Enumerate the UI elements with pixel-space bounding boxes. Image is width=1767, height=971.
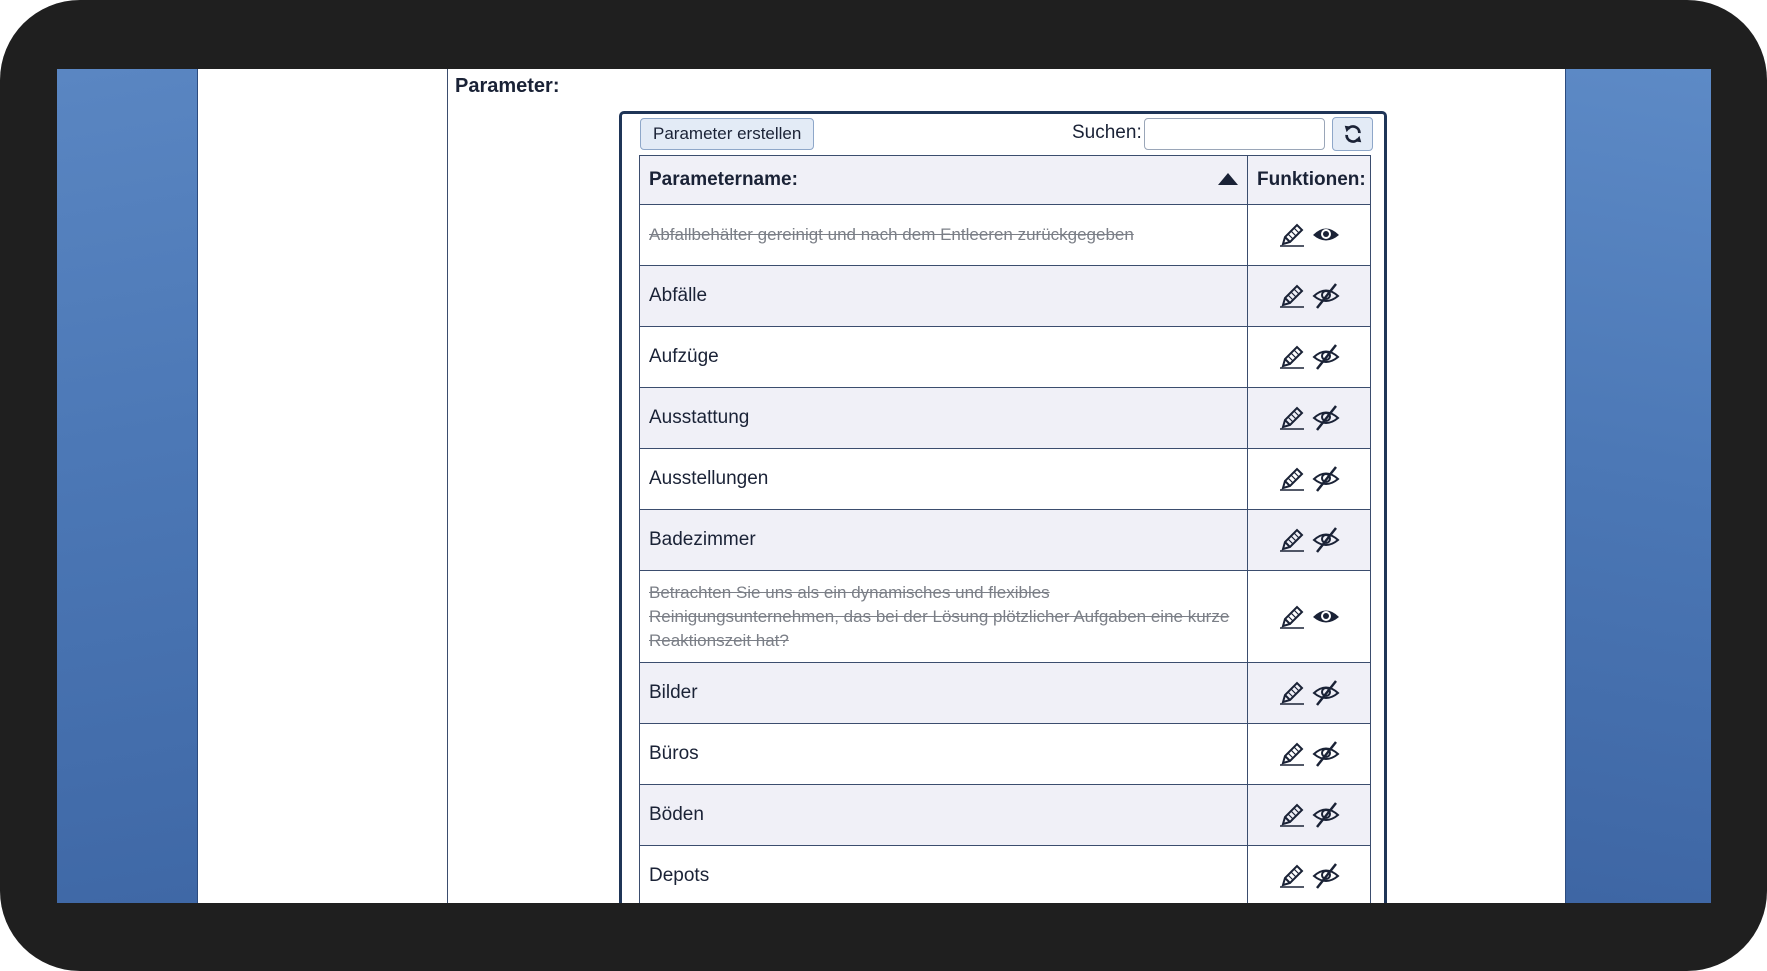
parameter-name-cell: Abfälle	[640, 266, 1248, 327]
left-background-panel	[57, 69, 198, 903]
table-row[interactable]	[640, 571, 1371, 663]
table-row[interactable]	[640, 388, 1371, 449]
parameter-name-cell: Ausstellungen	[640, 449, 1248, 510]
functions-cell	[1248, 724, 1371, 785]
edit-pencil-icon[interactable]	[1277, 678, 1307, 708]
parameter-name-cell: Bilder	[640, 663, 1248, 724]
edit-pencil-icon[interactable]	[1277, 739, 1307, 769]
page-title: Parameter:	[455, 75, 560, 97]
eye-slash-icon[interactable]	[1311, 739, 1341, 769]
edit-pencil-icon[interactable]	[1277, 602, 1307, 632]
table-row[interactable]	[640, 449, 1371, 510]
search-label: Suchen:	[1072, 122, 1142, 143]
screen	[57, 69, 1711, 903]
grid-toolbar	[622, 114, 1384, 152]
table-row[interactable]	[640, 724, 1371, 785]
functions-cell	[1248, 785, 1371, 846]
functions-cell	[1248, 571, 1371, 663]
parameter-name-cell: Depots	[640, 846, 1248, 904]
parameter-name-cell: Betrachten Sie uns als ein dynamisches und flexibles Reinigungsunternehmen, das bei der Lösung plötzlicher Aufgaben eine kurze Reaktionszeit hat?	[640, 571, 1248, 663]
create-parameter-button[interactable]: Parameter erstellen	[640, 118, 814, 150]
functions-cell	[1248, 449, 1371, 510]
edit-pencil-icon[interactable]	[1277, 281, 1307, 311]
parameter-name-cell: Abfallbehälter gereinigt und nach dem Entleeren zurückgegeben	[640, 205, 1248, 266]
refresh-button[interactable]	[1332, 117, 1373, 151]
functions-cell	[1248, 388, 1371, 449]
search-input[interactable]	[1144, 118, 1325, 150]
eye-icon[interactable]	[1311, 220, 1341, 250]
parameter-name-cell: Badezimmer	[640, 510, 1248, 571]
functions-cell	[1248, 205, 1371, 266]
functions-cell	[1248, 846, 1371, 904]
parameter-name-cell: Aufzüge	[640, 327, 1248, 388]
parameter-name-cell: Ausstattung	[640, 388, 1248, 449]
edit-pencil-icon[interactable]	[1277, 464, 1307, 494]
refresh-icon	[1342, 123, 1364, 145]
eye-slash-icon[interactable]	[1311, 678, 1341, 708]
parameter-table	[639, 155, 1371, 903]
header-functions: Funktionen:	[1248, 156, 1371, 205]
table-row[interactable]	[640, 785, 1371, 846]
eye-slash-icon[interactable]	[1311, 800, 1341, 830]
edit-pencil-icon[interactable]	[1277, 220, 1307, 250]
eye-slash-icon[interactable]	[1311, 464, 1341, 494]
edit-pencil-icon[interactable]	[1277, 342, 1307, 372]
parameter-name-cell: Büros	[640, 724, 1248, 785]
functions-cell	[1248, 327, 1371, 388]
table-row[interactable]	[640, 205, 1371, 266]
edit-pencil-icon[interactable]	[1277, 403, 1307, 433]
table-row[interactable]	[640, 663, 1371, 724]
eye-slash-icon[interactable]	[1311, 403, 1341, 433]
edit-pencil-icon[interactable]	[1277, 861, 1307, 891]
table-row[interactable]	[640, 846, 1371, 904]
functions-cell	[1248, 266, 1371, 327]
functions-cell	[1248, 663, 1371, 724]
eye-slash-icon[interactable]	[1311, 861, 1341, 891]
eye-slash-icon[interactable]	[1311, 342, 1341, 372]
table-row[interactable]	[640, 510, 1371, 571]
eye-icon[interactable]	[1311, 602, 1341, 632]
parameter-name-cell: Böden	[640, 785, 1248, 846]
eye-slash-icon[interactable]	[1311, 281, 1341, 311]
header-name-label: Parametername:	[649, 169, 798, 190]
edit-pencil-icon[interactable]	[1277, 525, 1307, 555]
eye-slash-icon[interactable]	[1311, 525, 1341, 555]
table-row[interactable]	[640, 266, 1371, 327]
table-row[interactable]	[640, 327, 1371, 388]
right-background-panel	[1565, 69, 1711, 903]
edit-pencil-icon[interactable]	[1277, 800, 1307, 830]
header-parametername[interactable]	[640, 156, 1248, 205]
functions-cell	[1248, 510, 1371, 571]
column-divider	[447, 69, 448, 903]
sort-ascending-icon[interactable]	[1218, 173, 1238, 185]
parameter-grid	[619, 111, 1387, 903]
main-content	[198, 69, 1566, 903]
